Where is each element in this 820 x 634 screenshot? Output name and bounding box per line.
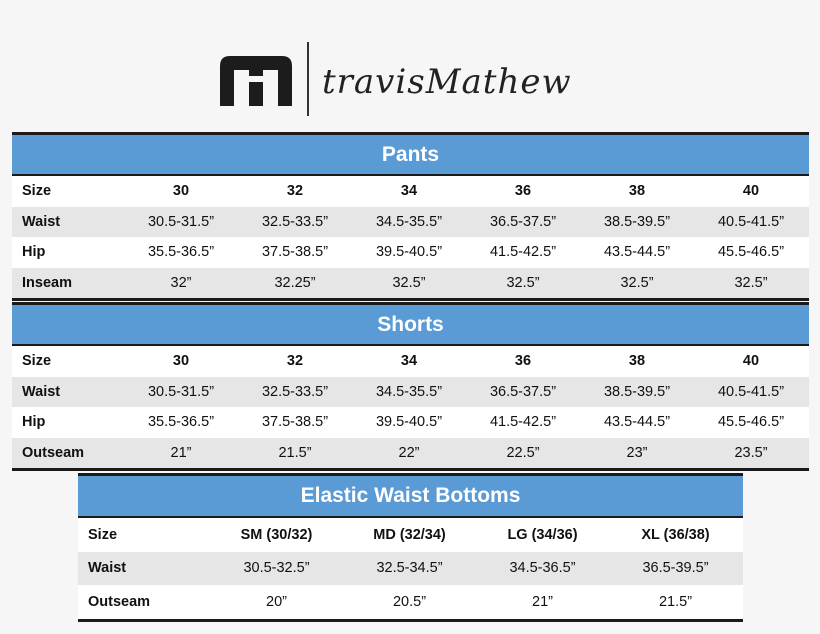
table-cell: 21.5” (278, 444, 312, 461)
table-cell: 45.5-46.5” (717, 414, 785, 431)
table-cell: 32.5-34.5” (376, 560, 443, 577)
table-cell: 30 (172, 353, 190, 370)
table-row-waist (12, 207, 809, 238)
table-cell: 39.5-40.5” (375, 414, 443, 431)
brand-logo (0, 40, 820, 118)
table-cell: SM (30/32) (240, 526, 313, 543)
table-cell: 36.5-39.5” (642, 560, 709, 577)
table-row-hip (12, 237, 809, 268)
table-cell: 30.5-32.5” (243, 560, 310, 577)
table-cell: 41.5-42.5” (489, 244, 557, 261)
row-label: Waist (22, 383, 61, 400)
pants-table-title: Pants (12, 135, 809, 176)
table-row-size (78, 518, 743, 552)
table-cell: 45.5-46.5” (717, 244, 785, 261)
table-cell: LG (34/36) (507, 526, 578, 543)
table-cell: 30.5-31.5” (147, 383, 215, 400)
table-cell: 37.5-38.5” (261, 244, 329, 261)
table-body (78, 518, 743, 619)
pants-size-table (12, 132, 809, 301)
table-cell: 30.5-31.5” (147, 213, 215, 230)
table-cell: 37.5-38.5” (261, 414, 329, 431)
table-cell: 20.5” (392, 593, 427, 610)
brand-mark-icon (220, 56, 292, 106)
table-cell: 23” (626, 444, 648, 461)
table-cell: 32.5” (620, 274, 654, 291)
table-cell: 32.5-33.5” (261, 383, 329, 400)
table-row-hip (12, 407, 809, 438)
table-row-waist (78, 552, 743, 586)
table-cell: 20” (266, 593, 287, 610)
row-label: Hip (22, 244, 46, 261)
row-label: Inseam (22, 274, 72, 291)
table-cell: 36 (514, 183, 532, 200)
table-cell: 23.5” (734, 444, 768, 461)
table-cell: 40 (742, 183, 760, 200)
table-row-waist (12, 377, 809, 408)
table-cell: 41.5-42.5” (489, 414, 557, 431)
shorts-size-table (12, 302, 809, 471)
table-row-outseam (78, 585, 743, 619)
table-cell: 35.5-36.5” (147, 414, 215, 431)
table-cell: 32.5” (506, 274, 540, 291)
table-cell: 35.5-36.5” (147, 244, 215, 261)
table-cell: 21” (532, 593, 553, 610)
table-cell: 40.5-41.5” (717, 213, 785, 230)
table-row-size (12, 346, 809, 377)
table-cell: 32 (286, 353, 304, 370)
table-cell: 38 (628, 183, 646, 200)
elastic-size-table (78, 473, 743, 622)
table-cell: 32.5” (734, 274, 768, 291)
table-cell: 36.5-37.5” (489, 213, 557, 230)
table-cell: MD (32/34) (373, 526, 446, 543)
table-cell: 22” (398, 444, 420, 461)
table-cell: 34 (400, 183, 418, 200)
table-cell: XL (36/38) (641, 526, 710, 543)
row-label: Hip (22, 414, 46, 431)
table-cell: 36.5-37.5” (489, 383, 557, 400)
table-cell: 34.5-35.5” (375, 213, 443, 230)
table-cell: 21” (170, 444, 192, 461)
logo-divider (307, 42, 309, 116)
table-cell: 38.5-39.5” (603, 213, 671, 230)
table-cell: 43.5-44.5” (603, 244, 671, 261)
row-label: Waist (88, 560, 127, 577)
table-cell: 38.5-39.5” (603, 383, 671, 400)
row-label: Outseam (22, 444, 85, 461)
table-cell: 32.5-33.5” (261, 213, 329, 230)
table-cell: 34 (400, 353, 418, 370)
table-cell: 43.5-44.5” (603, 414, 671, 431)
row-label: Waist (22, 213, 61, 230)
table-cell: 34.5-35.5” (375, 383, 443, 400)
row-label: Size (22, 353, 52, 370)
table-row-inseam (12, 268, 809, 299)
table-row-outseam (12, 438, 809, 469)
table-body (12, 176, 809, 298)
row-label: Size (88, 526, 118, 543)
table-cell: 40.5-41.5” (717, 383, 785, 400)
table-cell: 32.5” (392, 274, 426, 291)
table-cell: 30 (172, 183, 190, 200)
table-cell: 40 (742, 353, 760, 370)
table-cell: 32” (170, 274, 192, 291)
table-cell: 39.5-40.5” (375, 244, 443, 261)
elastic-table-title: Elastic Waist Bottoms (78, 476, 743, 518)
table-cell: 32 (286, 183, 304, 200)
table-body (12, 346, 809, 468)
table-cell: 34.5-36.5” (509, 560, 576, 577)
shorts-table-title: Shorts (12, 305, 809, 346)
table-cell: 36 (514, 353, 532, 370)
table-cell: 21.5” (658, 593, 693, 610)
table-row-size (12, 176, 809, 207)
row-label: Size (22, 183, 52, 200)
table-cell: 22.5” (506, 444, 540, 461)
row-label: Outseam (88, 593, 151, 610)
table-cell: 38 (628, 353, 646, 370)
brand-wordmark: travisMathew (322, 62, 572, 102)
table-cell: 32.25” (274, 274, 316, 291)
